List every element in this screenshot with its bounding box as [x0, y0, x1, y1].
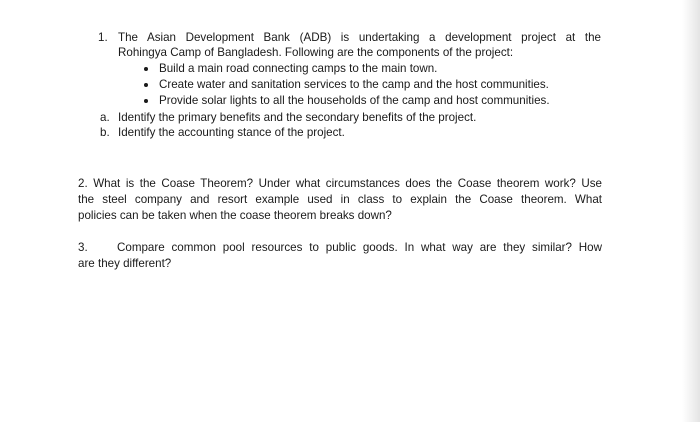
q1-subquestion-a: Identify the primary benefits and the secondary benefits of the project. — [118, 111, 477, 124]
q1-component-1: Build a main road connecting camps to the main town. — [159, 62, 438, 75]
page-edge-shadow — [682, 0, 700, 422]
q1-intro-line-2: Rohingya Camp of Bangladesh. Following are the components of the project: — [118, 46, 514, 59]
q1-intro-line-1: The Asian Development Bank (ADB) is undertaking a development project at the — [118, 31, 601, 44]
bullet-icon — [144, 83, 148, 87]
q2-line-2: the steel company and resort example used in class to explain the Coase theorem. What — [78, 193, 602, 206]
q1-component-2: Create water and sanitation services to the camp and the host communities. — [159, 78, 549, 91]
q3-line-1: Compare common pool resources to public goods. In what way are they similar? How — [117, 241, 602, 254]
bullet-icon — [144, 67, 148, 71]
q1-subquestion-b: Identify the accounting stance of the project. — [118, 126, 345, 139]
q3-line-2: are they different? — [78, 257, 172, 270]
q2-line-3: policies can be taken when the coase theorem breaks down? — [78, 209, 392, 222]
bullet-icon — [144, 99, 148, 103]
q2-line-1: 2. What is the Coase Theorem? Under what circumstances does the Coase theorem work? Use — [78, 177, 602, 190]
q1-component-3: Provide solar lights to all the households of the camp and host communities. — [159, 94, 550, 107]
q1-number: 1. — [98, 31, 108, 44]
q1-subquestion-b-marker: b. — [100, 126, 110, 139]
q3-number: 3. — [78, 241, 88, 254]
q1-subquestion-a-marker: a. — [100, 111, 110, 124]
